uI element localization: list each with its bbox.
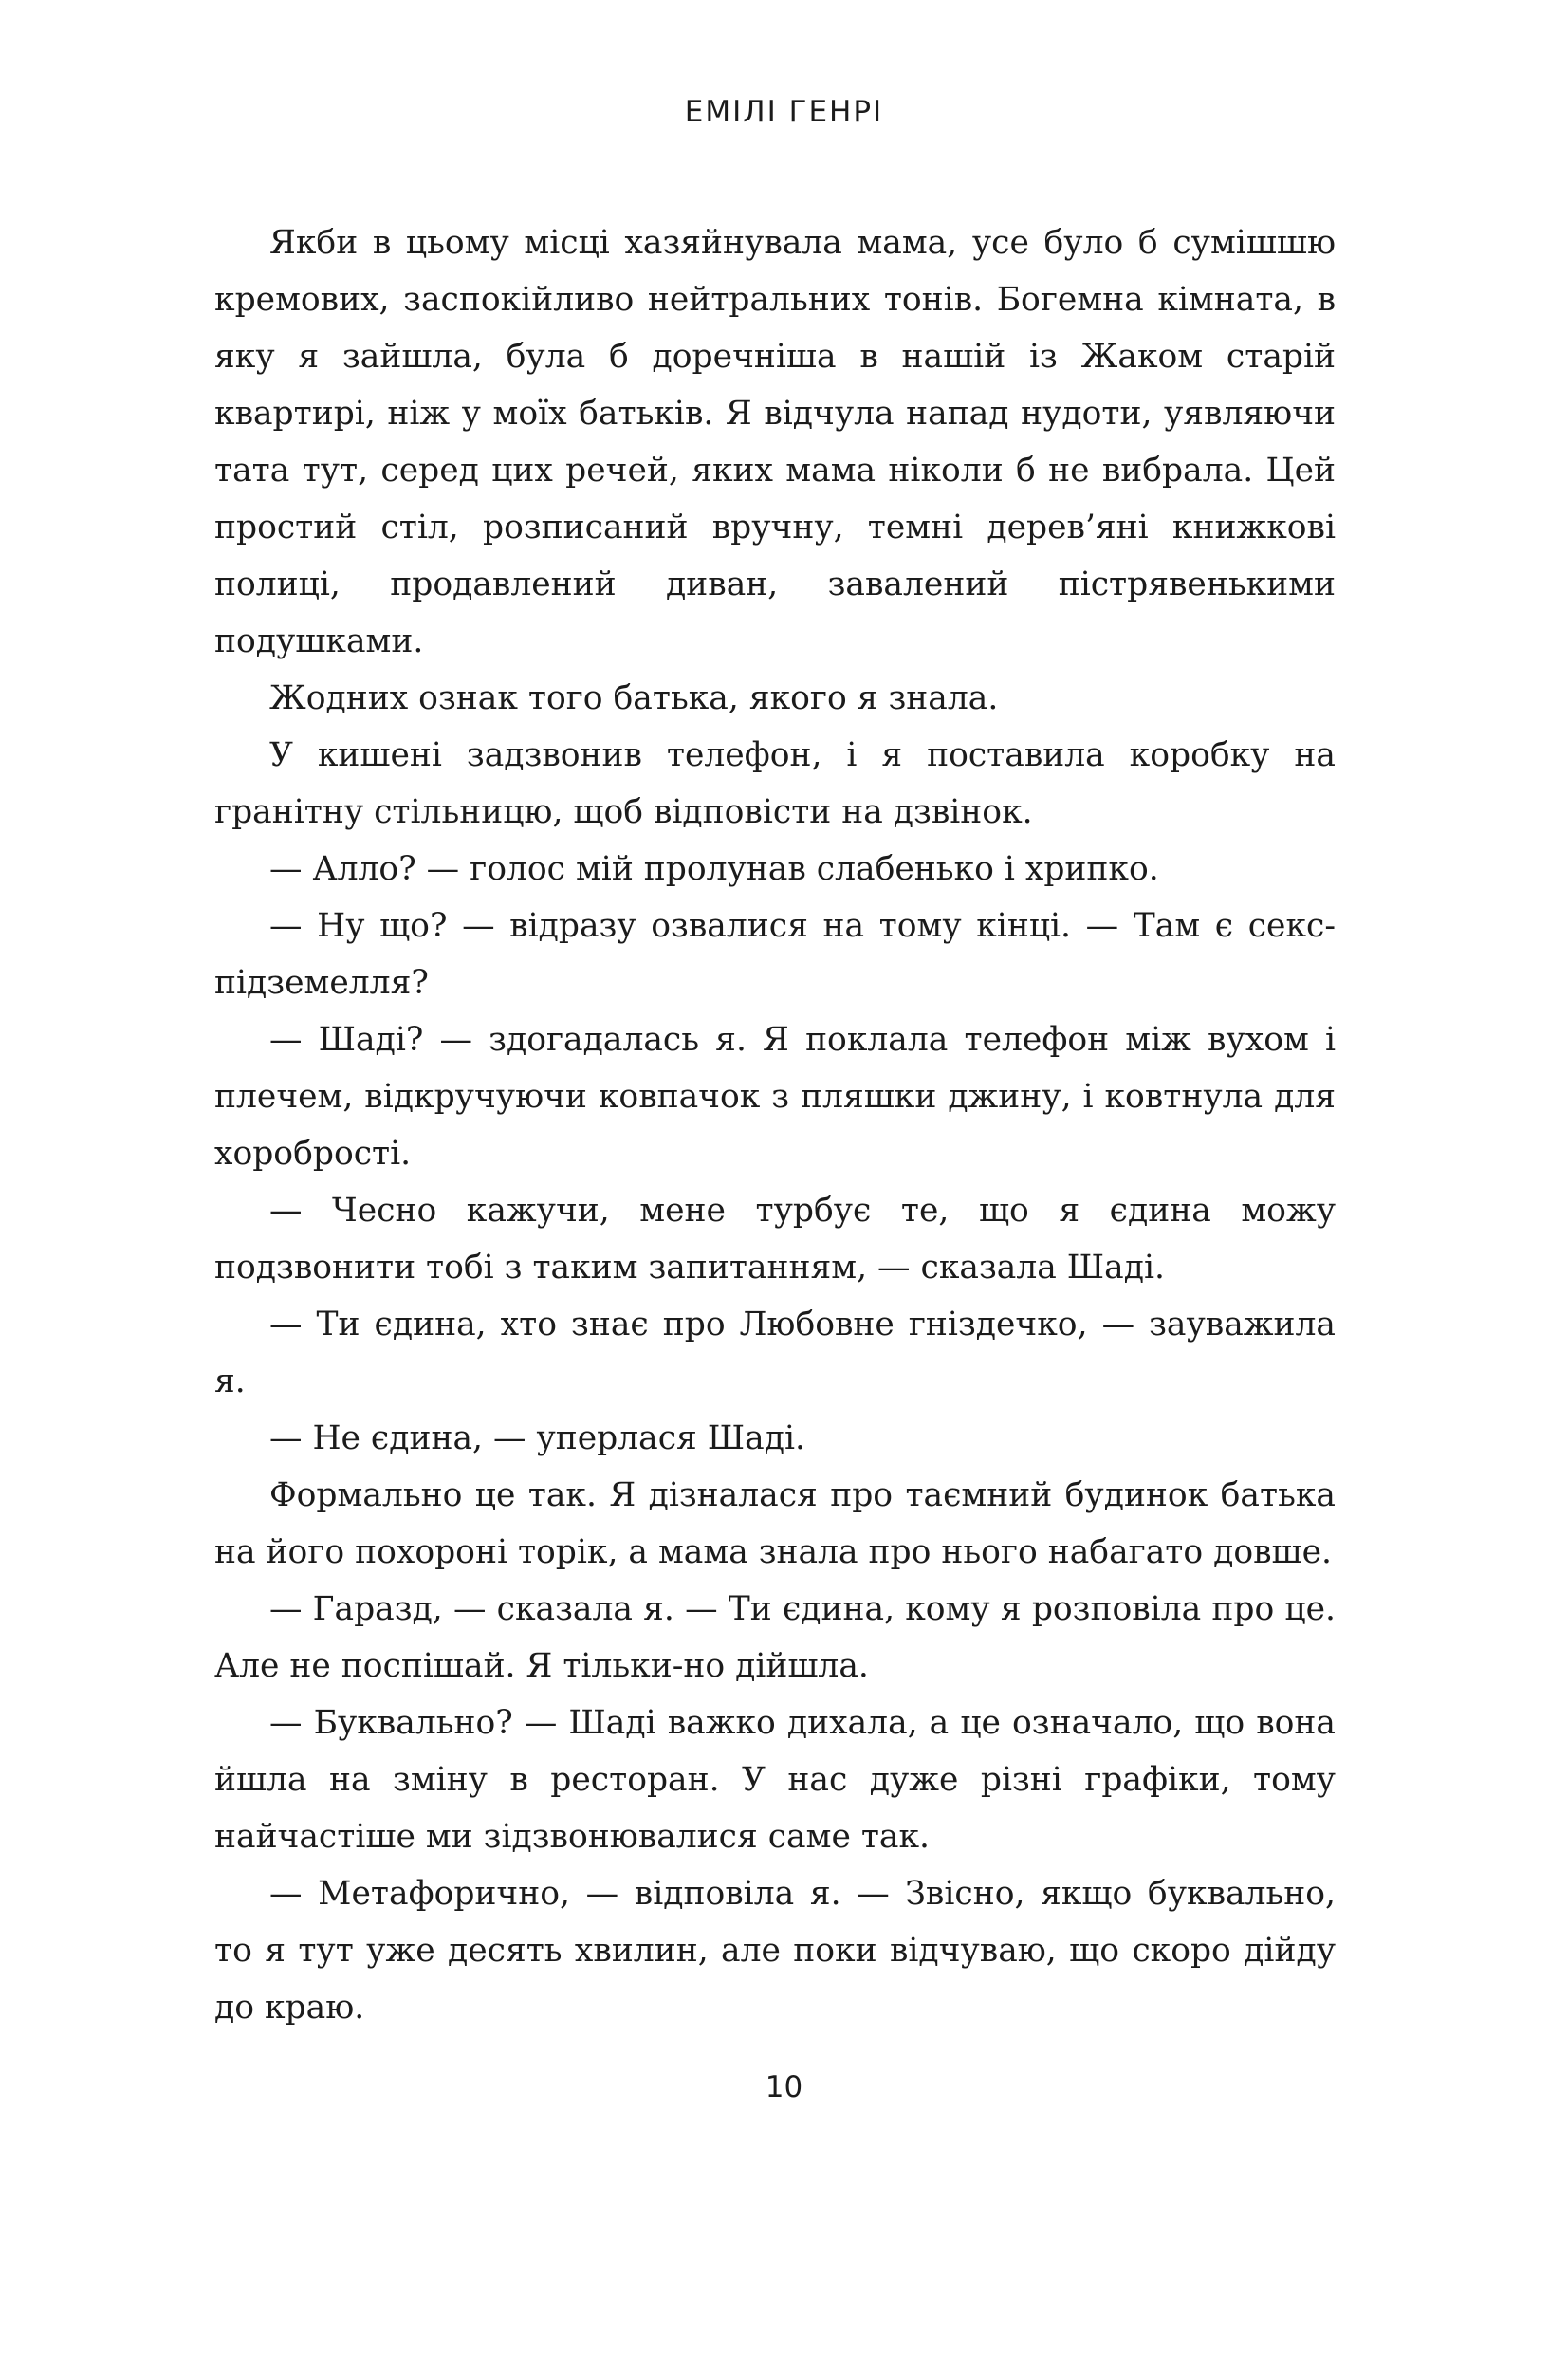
paragraph: Жодних ознак того батька, якого я знала. [269, 679, 999, 717]
paragraph: — Метафорично, — відповіла я. — Звісно, якщо буквально, то я тут уже десять хвилин, але поки відчуваю, що скоро дійду до краю. [214, 1875, 1336, 2027]
paragraph: — Буквально? — Шаді важко дихала, а це означало, що вона йшла на зміну в ресторан. У нас дуже різні графіки, тому найчастіше ми зідзвонювалися саме так. [214, 1704, 1336, 1856]
paragraph: — Ну що? — відразу озвалися на тому кінці. — Там є секс-підземелля? [214, 907, 1336, 1002]
paragraph: — Шаді? — здогадалась я. Я поклала телефон між вухом і плечем, відкручуючи ковпачок з пляшки джину, і ковтнула для хоробрості. [214, 1021, 1336, 1173]
body-text [214, 214, 1336, 2036]
paragraph: Якби в цьому місці хазяйнувала мама, усе було б сумішшю кремових, заспокійливо нейтральних тонів. Богемна кімната, в яку я зайшла, була б доречніша в нашій із Жаком старій квартирі, ніж у моїх батьків. Я відчула напад нудоти, уявляючи тата тут, серед цих речей, яких мама ніколи б не вибрала. Цей простий стіл, розписаний вручну, темні дерев’яні книжкові полиці, продавлений диван, завалений пістрявенькими подушками. [214, 224, 1336, 660]
paragraph: — Гаразд, — сказала я. — Ти єдина, кому я розповіла про це. Але не поспішай. Я тільки-но дійшла. [214, 1590, 1336, 1685]
paragraph: — Чесно кажучи, мене турбує те, що я єдина можу подзвонити тобі з таким запитанням, — сказала Шаді. [214, 1192, 1336, 1287]
paragraph: Формально це так. Я дізналася про таємний будинок батька на його похороні торік, а мама знала про нього набагато довше. [214, 1476, 1336, 1571]
paragraph: — Не єдина, — уперлася Шаді. [269, 1419, 805, 1457]
paragraph: — Алло? — голос мій пролунав слабенько і хрипко. [269, 850, 1159, 888]
running-header: ЕМІЛІ ГЕНРІ [684, 95, 884, 129]
page-number: 10 [765, 2070, 803, 2104]
paragraph: — Ти єдина, хто знає про Любовне гніздечко, — зауважила я. [214, 1306, 1336, 1400]
paragraph: У кишені задзвонив телефон, і я поставила коробку на гранітну стільницю, щоб відповісти на дзвінок. [214, 736, 1336, 831]
